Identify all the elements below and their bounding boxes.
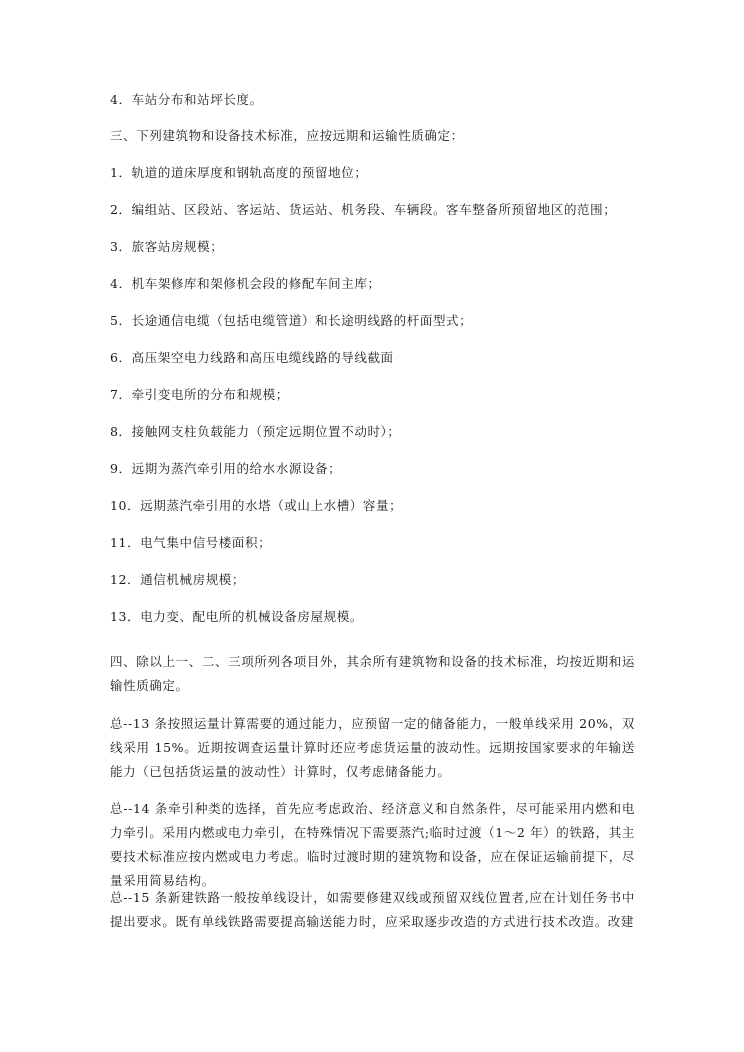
list-item-12: 12．通信机械房规模； — [110, 572, 246, 587]
list-item-4: 4．机车架修库和架修机会段的修配车间主库； — [110, 276, 381, 291]
list-item-5: 5．长途通信电缆（包括电缆管道）和长途明线路的杆面型式； — [110, 313, 473, 328]
clause-paragraph-14: 总--14 条牵引种类的选择，首先应考虑政治、经济意义和自然条件，尽可能采用内燃和电力牵引。采用内燃或电力牵引，在特殊情况下需要蒸汽;临时过渡（1～2 年）的铁路，其主要技术标准应按内燃或电力考虑。临时过渡时期的建筑物和设备，应在保证运输前提下，尽量采用简易结构。 — [110, 801, 635, 888]
list-item-1: 1．轨道的道床厚度和钢轨高度的预留地位； — [110, 165, 368, 180]
clause-paragraph-15: 总--15 条新建铁路一般按单线设计，如需要修建双线或预留双线位置者,应在计划任务书中提出要求。既有单线铁路需要提高输送能力时，应采取逐步改造的方式进行技术改造。改建 — [110, 890, 635, 929]
list-item-6: 6．高压架空电力线路和高压电缆线路的导线截面 — [110, 350, 394, 365]
list-item-8: 8．接触网支柱负载能力（预定远期位置不动时）； — [110, 424, 401, 439]
list-item-3: 3．旅客站房规模； — [110, 239, 224, 254]
list-item-10: 10．远期蒸汽牵引用的水塔（或山上水槽）容量； — [110, 498, 403, 513]
list-item-11: 11．电气集中信号楼面积； — [110, 535, 272, 550]
clause-paragraph-13: 总--13 条按照运量计算需要的通过能力，应预留一定的储备能力，一般单线采用 20%，双线采用 15%。近期按调查运量计算时还应考虑货运量的波动性。远期按国家要求的年输送能力（已包括货运量的波动性）计算时，仅考虑储备能力。 — [110, 716, 635, 779]
list-item-13: 13．电力变、配电所的机械设备房屋规模。 — [110, 609, 363, 624]
list-item-9: 9．远期为蒸汽牵引用的给水水源设备； — [110, 461, 342, 476]
text-line-station-distribution: 4．车站分布和站坪长度。 — [110, 92, 263, 107]
list-item-2: 2．编组站、区段站、客运站、货运站、机务段、车辆段。客车整备所预留地区的范围； — [110, 202, 617, 217]
section-heading-three: 三、下列建筑物和设备技术标准，应按远期和运输性质确定： — [110, 128, 464, 143]
section-paragraph-four: 四、除以上一、二、三项所列各项目外，其余所有建筑物和设备的技术标准，均按近期和运输性质确定。 — [110, 654, 635, 693]
list-item-7: 7．牵引变电所的分布和规模； — [110, 387, 289, 402]
